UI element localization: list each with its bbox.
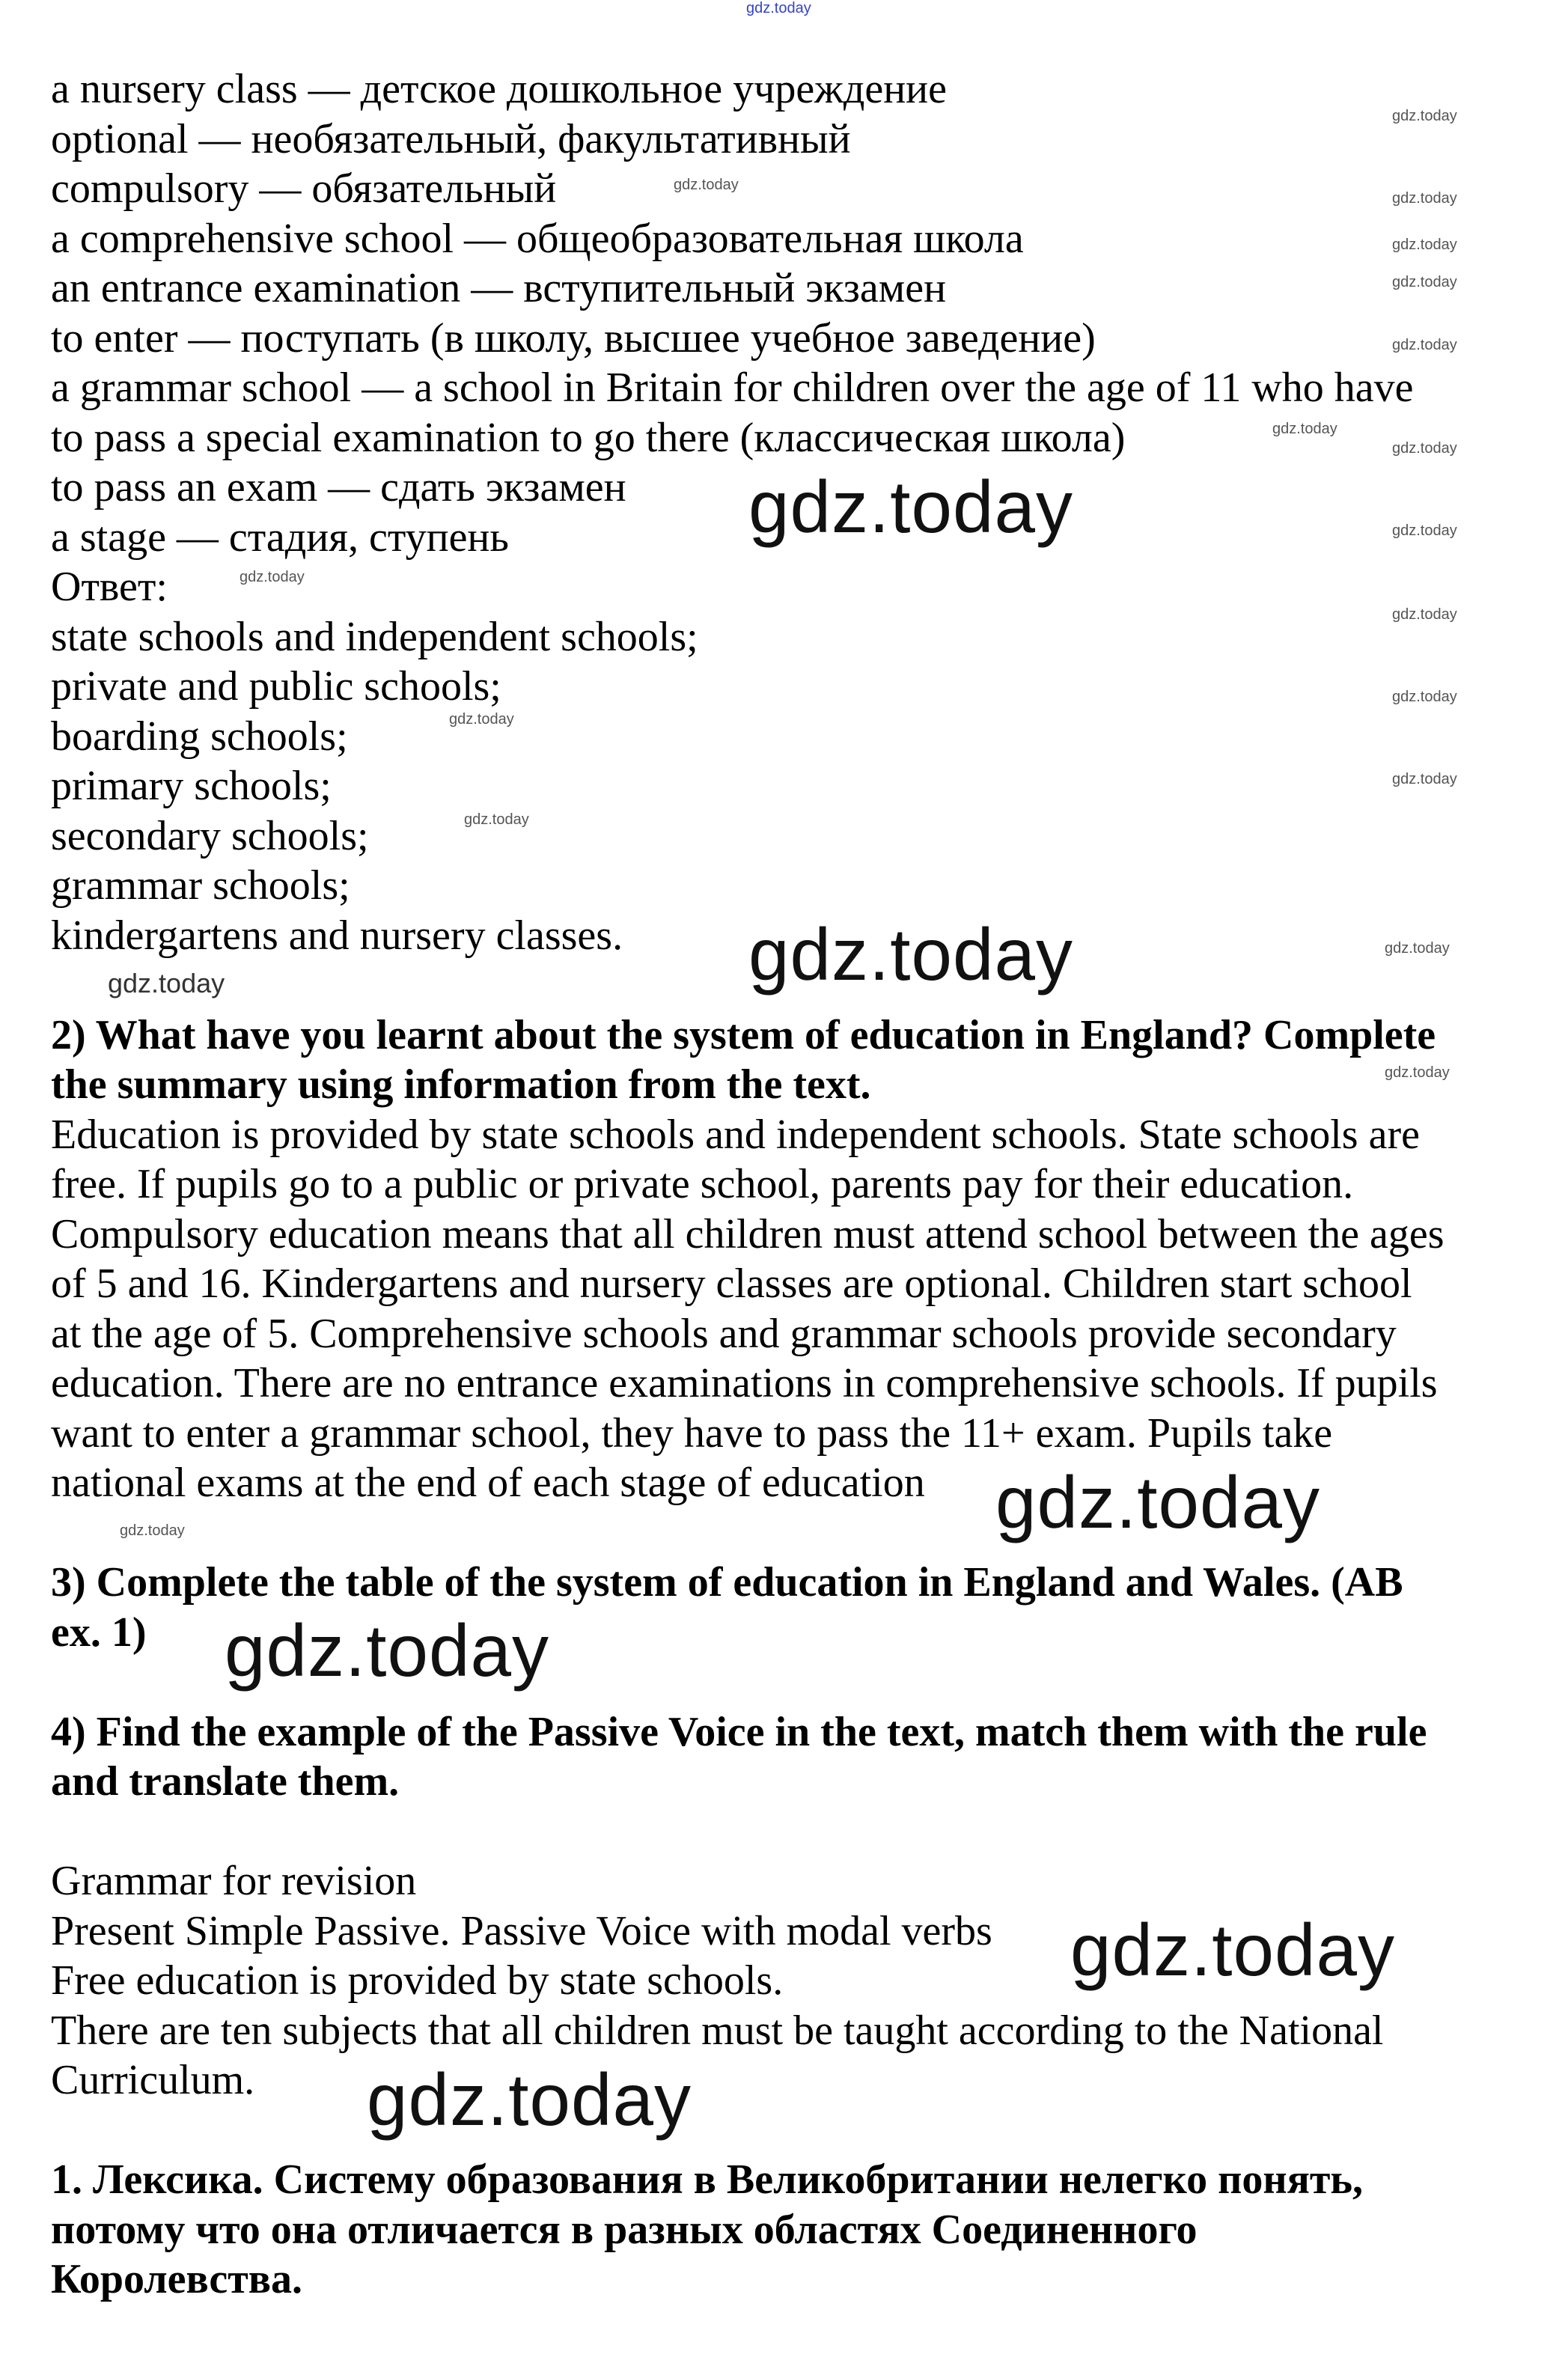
- watermark-large: gdz.today: [225, 1609, 549, 1692]
- vocab-line: to enter — поступать (в школу, высшее учебное заведение): [51, 314, 1096, 362]
- watermark-large: gdz.today: [1070, 1909, 1395, 1991]
- vocab-line: a grammar school — a school in Britain for children over the age of 11 who have: [51, 365, 1414, 411]
- watermark-small: gdz.today: [1392, 440, 1457, 457]
- spacer: [51, 1807, 1533, 1857]
- task2-heading: 2) What have you learnt about the system of education in England? Complete: [51, 1011, 1436, 1058]
- vocab-line: a nursery class — детское дошкольное учреждение: [51, 66, 947, 112]
- watermark-small: gdz.today: [1272, 421, 1337, 437]
- watermark-medium: gdz.today: [108, 968, 225, 999]
- watermark-small: gdz.today: [1392, 522, 1457, 539]
- watermark-small: gdz.today: [1392, 237, 1457, 253]
- watermark-small: gdz.today: [1392, 108, 1457, 124]
- answer-item: secondary schools;: [51, 812, 369, 859]
- task3-heading: ex. 1): [51, 1609, 147, 1656]
- vocab-line: compulsory — обязательный: [51, 165, 557, 212]
- watermark-small: gdz.today: [240, 569, 305, 585]
- watermark-small: gdz.today: [464, 811, 529, 828]
- watermark-small: gdz.today: [1385, 940, 1450, 957]
- watermark-small: gdz.today: [449, 711, 514, 728]
- task2-heading: the summary using information from the text.: [51, 1061, 871, 1108]
- watermark-small: gdz.today: [1385, 1064, 1450, 1081]
- answer-item: primary schools;: [51, 763, 332, 809]
- watermark-top: gdz.today: [746, 0, 811, 16]
- summary-line: Compulsory education means that all children must attend school between the ages: [51, 1210, 1445, 1257]
- watermark-large: gdz.today: [748, 913, 1073, 996]
- vocab-line: optional — необязательный, факультативный: [51, 115, 851, 162]
- watermark-large: gdz.today: [995, 1461, 1320, 1543]
- spacer: [51, 2106, 1533, 2156]
- grammar-line: Present Simple Passive. Passive Voice with modal verbs: [51, 1907, 992, 1954]
- grammar-line: Curriculum.: [51, 2057, 255, 2103]
- vocab-line: a comprehensive school — общеобразовательная школа: [51, 215, 1024, 262]
- task4-heading: 4) Find the example of the Passive Voice in the text, match them with the rule: [51, 1708, 1427, 1755]
- grammar-line: Grammar for revision: [51, 1858, 417, 1904]
- task4-heading: and translate them.: [51, 1758, 400, 1805]
- watermark-small: gdz.today: [674, 177, 739, 193]
- summary-line: national exams at the end of each stage of education: [51, 1460, 925, 1506]
- vocab-line: to pass an exam — сдать экзамен: [51, 464, 626, 510]
- summary-line: education. There are no entrance examinations in comprehensive schools. If pupils: [51, 1360, 1438, 1406]
- answer-item: private and public schools;: [51, 663, 501, 710]
- watermark-small: gdz.today: [1392, 606, 1457, 623]
- watermark-small: gdz.today: [1392, 771, 1457, 787]
- answer-label: Ответ:: [51, 564, 168, 610]
- summary-line: Education is provided by state schools and independent schools. State schools are: [51, 1111, 1420, 1158]
- vocab-line: a stage — стадия, ступень: [51, 513, 509, 561]
- answer-item: boarding schools;: [51, 713, 348, 760]
- vocab-line: an entrance examination — вступительный экзамен: [51, 265, 947, 311]
- vocab-line: to pass a special examination to go there (классическая школа): [51, 414, 1126, 461]
- watermark-large: gdz.today: [367, 2058, 692, 2141]
- summary-line: want to enter a grammar school, they have to pass the 11+ exam. Pupils take: [51, 1409, 1333, 1457]
- lexis-heading: 1. Лексика. Систему образования в Великобритании нелегко понять,: [51, 2156, 1364, 2203]
- watermark-small: gdz.today: [1392, 337, 1457, 353]
- watermark-small: gdz.today: [1392, 689, 1457, 705]
- watermark-large: gdz.today: [748, 466, 1073, 548]
- watermark-small: gdz.today: [1392, 274, 1457, 290]
- summary-line: at the age of 5. Comprehensive schools and grammar schools provide secondary: [51, 1310, 1397, 1357]
- summary-line: free. If pupils go to a public or private school, parents pay for their education.: [51, 1161, 1354, 1207]
- summary-line: of 5 and 16. Kindergartens and nursery classes are optional. Children start school: [51, 1260, 1412, 1307]
- answer-item: kindergartens and nursery classes.: [51, 912, 623, 959]
- task3-heading: 3) Complete the table of the system of education in England and Wales. (AB: [51, 1559, 1403, 1606]
- answer-item: grammar schools;: [51, 862, 350, 909]
- watermark-small: gdz.today: [120, 1522, 185, 1539]
- lexis-heading: Королевства.: [51, 2256, 303, 2302]
- grammar-line: Free education is provided by state schools.: [51, 1957, 784, 2004]
- watermark-small: gdz.today: [1392, 190, 1457, 207]
- grammar-line: There are ten subjects that all children must be taught according to the National: [51, 2007, 1384, 2054]
- lexis-heading: потому что она отличается в разных областях Соединенного: [51, 2206, 1198, 2253]
- answer-item: state schools and independent schools;: [51, 613, 698, 660]
